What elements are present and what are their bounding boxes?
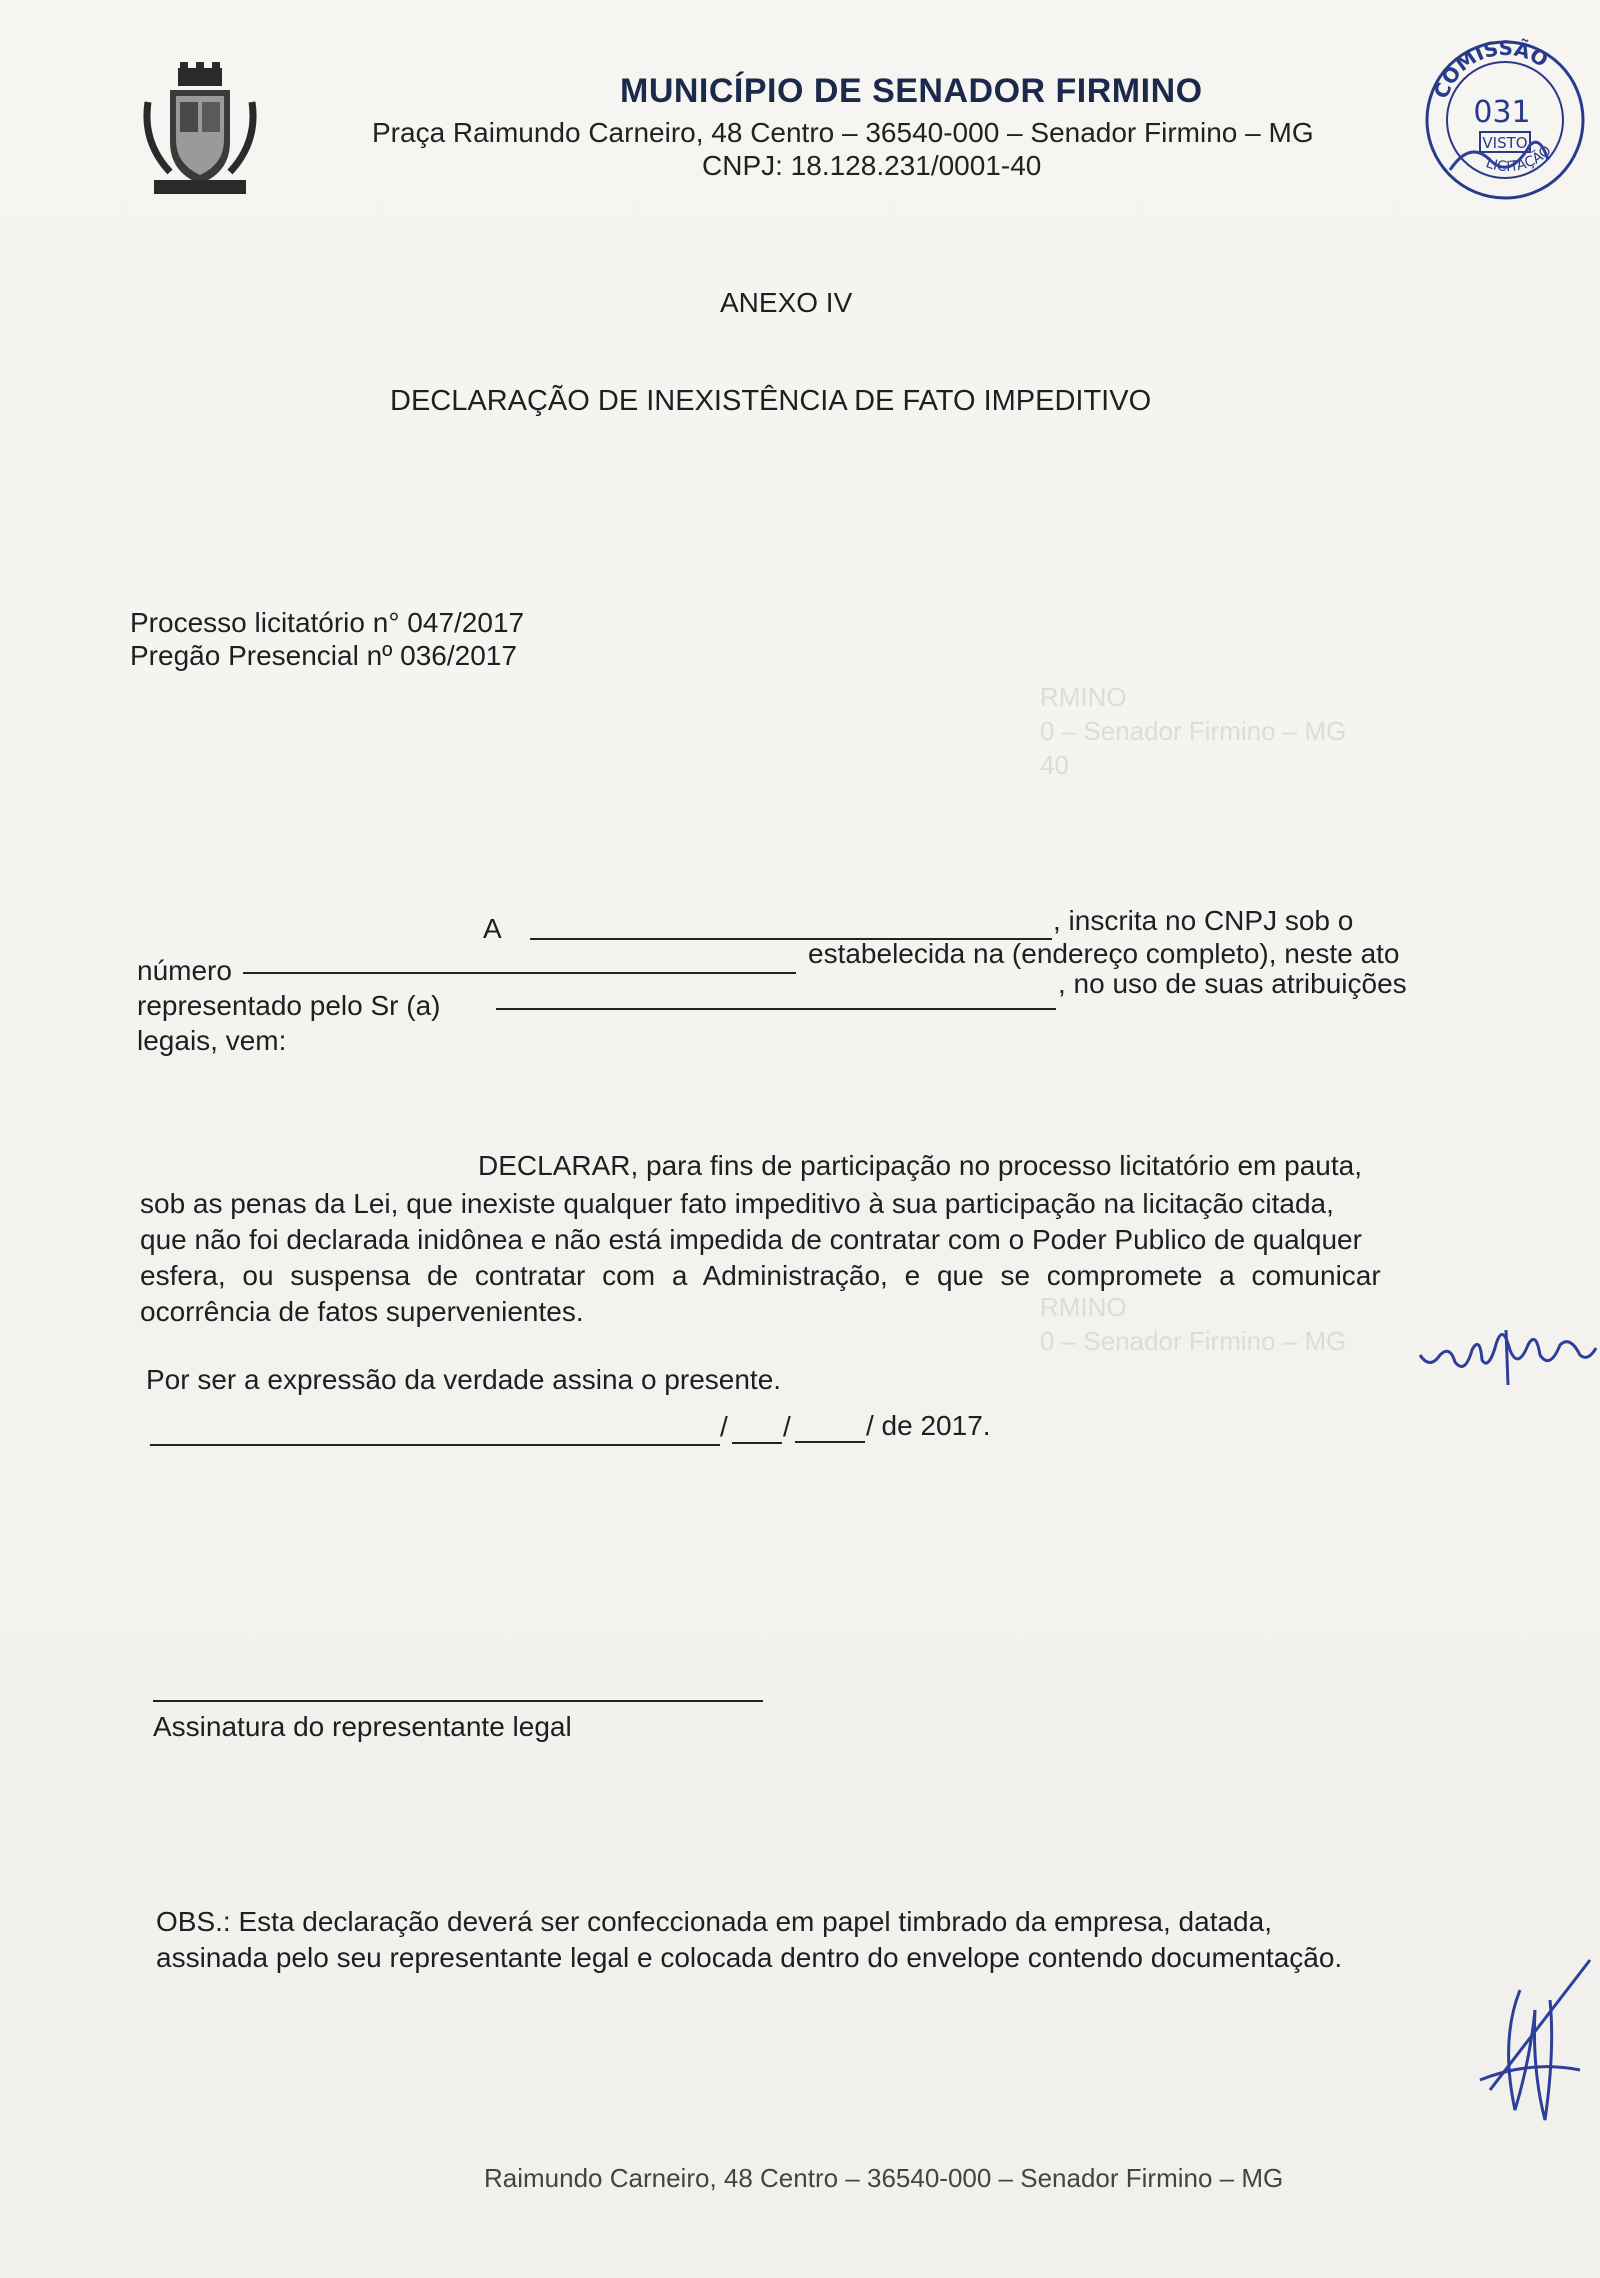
intro-estabelecida: estabelecida na (endereço completo), neste ato xyxy=(808,938,1400,969)
process-number: Processo licitatório n° 047/2017 xyxy=(130,607,525,638)
month-blank xyxy=(795,1419,865,1443)
header-cnpj: CNPJ: 18.128.231/0001-40 xyxy=(702,150,1042,181)
declaration-line-3: que não foi declarada inidônea e não está impedida de contratar com o Poder Publico de qualquer xyxy=(140,1224,1362,1255)
intro-legais: legais, vem: xyxy=(137,1025,287,1056)
intro-inscrita: , inscrita no CNPJ sob o xyxy=(1053,905,1354,936)
stamp-top-text: COMISSÃO xyxy=(1428,35,1553,102)
intro-a: A xyxy=(483,913,502,944)
declaration-line-5: ocorrência de fatos supervenientes. xyxy=(140,1296,584,1327)
pregao-number: Pregão Presencial nº 036/2017 xyxy=(130,640,517,671)
stamp-number: 031 xyxy=(1473,95,1531,130)
obs-line-1: OBS.: Esta declaração deverá ser confeccionada em papel timbrado da empresa, datada, xyxy=(156,1906,1272,1937)
signature-label: Assinatura do representante legal xyxy=(153,1711,572,1742)
declaration-line-4: esfera, ou suspensa de contratar com a Administração, e que se compromete a comunicar xyxy=(140,1260,1381,1291)
show-through-text: RMINO 0 – Senador Firmino – MG 40 xyxy=(1040,682,1347,780)
company-name-blank xyxy=(530,916,1052,940)
date-year: / de 2017. xyxy=(866,1410,991,1441)
stamp-bottom-text: LICITAÇÃO xyxy=(1483,142,1555,176)
place-blank xyxy=(150,1422,720,1446)
representative-name-blank xyxy=(496,986,1056,1010)
intro-representado: representado pelo Sr (a) xyxy=(137,990,441,1021)
handwritten-initials xyxy=(1460,1950,1600,2140)
declaration-line-1: DECLARAR, para fins de participação no processo licitatório em pauta, xyxy=(478,1150,1362,1181)
header-address: Praça Raimundo Carneiro, 48 Centro – 36540-000 – Senador Firmino – MG xyxy=(372,117,1314,148)
annex-label: ANEXO IV xyxy=(720,287,853,318)
intro-numero: número xyxy=(137,955,232,986)
footer-address: Raimundo Carneiro, 48 Centro – 36540-000 – Senador Firmino – MG xyxy=(484,2163,1284,2193)
obs-line-2: assinada pelo seu representante legal e colocada dentro do envelope contendo documentação. xyxy=(156,1942,1343,1973)
commission-stamp xyxy=(1420,20,1590,210)
truth-statement: Por ser a expressão da verdade assina o presente. xyxy=(146,1364,782,1395)
handwritten-note xyxy=(1410,1300,1600,1390)
show-through-text: RMINO 0 – Senador Firmino – MG xyxy=(1040,1292,1347,1356)
date-slash-2: / xyxy=(783,1411,791,1442)
date-slash-1: / xyxy=(720,1411,728,1442)
signature-line xyxy=(153,1700,763,1702)
day-blank xyxy=(732,1420,782,1444)
municipal-crest-logo xyxy=(140,62,260,202)
intro-uso: , no uso de suas atribuições xyxy=(1058,968,1407,999)
municipality-name: MUNICÍPIO DE SENADOR FIRMINO xyxy=(620,72,1203,110)
cnpj-number-blank xyxy=(243,950,796,974)
stamp-visto: VISTO xyxy=(1482,134,1528,152)
declaration-title: DECLARAÇÃO DE INEXISTÊNCIA DE FATO IMPEDITIVO xyxy=(390,385,1152,417)
declaration-line-2: sob as penas da Lei, que inexiste qualquer fato impeditivo à sua participação na licitação citada, xyxy=(140,1188,1334,1219)
